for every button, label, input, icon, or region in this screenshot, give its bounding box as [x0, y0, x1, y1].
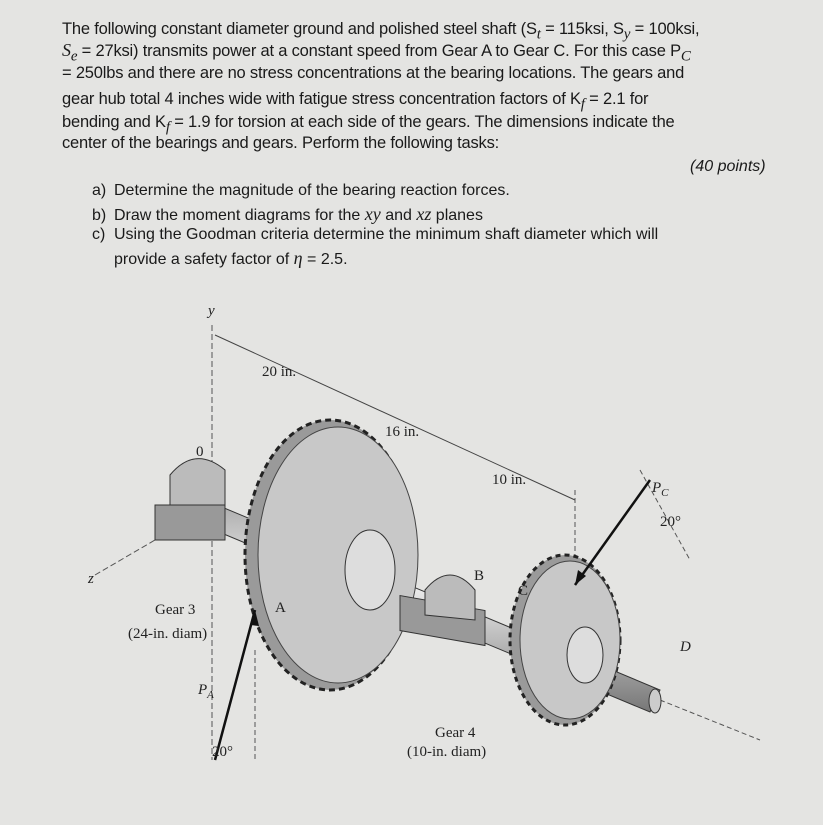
svg-text:Gear 4: Gear 4 [435, 725, 476, 741]
svg-text:(10-in. diam): (10-in. diam) [407, 744, 487, 760]
task-a: a) Determine the magnitude of the bearing reaction forces. [92, 182, 510, 199]
points: (40 points) [690, 158, 766, 175]
svg-text:z: z [88, 571, 94, 587]
svg-text:D: D [680, 639, 691, 655]
gear-a [245, 420, 418, 690]
svg-text:B: B [474, 568, 485, 584]
svg-text:PC: $P_C$ [652, 480, 669, 499]
task-c: c) Using the Goodman criteria determine the minimum shaft diameter which will [92, 226, 659, 243]
svg-text:A: A [275, 600, 286, 616]
svg-text:0: 0 [196, 444, 204, 460]
svg-text:PA: $P_A$ [198, 682, 214, 701]
gear-c [510, 555, 620, 725]
task-b: b) Draw the moment diagrams for the xy and xz planes [92, 204, 483, 224]
bearing-o [155, 459, 225, 540]
svg-text:16 in.: 16 in. [385, 424, 420, 440]
svg-text:Gear 3: Gear 3 [155, 602, 196, 618]
force-pa-arrow [215, 610, 255, 760]
svg-text:20°: 20° [212, 744, 233, 760]
svg-text:y: y [208, 303, 215, 319]
svg-text:C: C [518, 583, 529, 599]
force-pc-arrow [575, 480, 650, 585]
svg-text:20°: 20° [660, 514, 681, 530]
svg-text:(24-in. diam): (24-in. diam) [128, 626, 208, 642]
svg-text:20 in.: 20 in. [262, 364, 297, 380]
svg-text:10 in.: 10 in. [492, 472, 527, 488]
